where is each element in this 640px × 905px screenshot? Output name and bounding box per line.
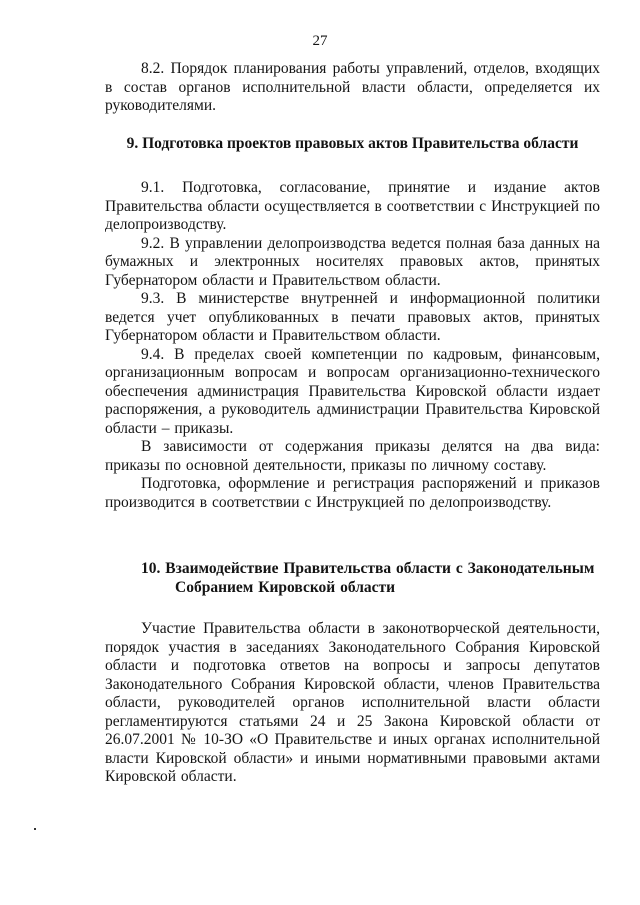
paragraph-9-4-orders: В зависимости от содержания приказы делятся на два вида: приказы по основной деятельности, приказы по личному составу.: [105, 438, 600, 474]
paragraph-9-2: 9.2. В управлении делопроизводства ведется полная база данных на бумажных и электронных носителях правовых актов, принятых Губернатором области и Правительством области.: [105, 234, 600, 289]
page-number: 27: [312, 33, 328, 49]
paragraph-9-1: 9.1. Подготовка, согласование, принятие и издание актов Правительства области осуществляется в соответствии с Инструкцией по делопроизводству.: [105, 179, 600, 233]
scan-speck: [34, 828, 36, 830]
intro-section: [105, 60, 600, 116]
section-10-body: [105, 620, 600, 787]
section-9-body: [105, 179, 600, 512]
section-10: [105, 560, 600, 597]
paragraph-10: Участие Правительства области в законотворческой деятельности, порядок участия в заседаниях Законодательного Собрания Кировской области и подготовка ответов на вопросы и запросы депутатов Законодательного Собрания Кировской области, членов Правительства области, руководителей органов исполнительной власти области регламентируются статьями 24 и 25 Закона Кировской области от 26.07.2001 № 10-ЗО «О Правительстве и иных органах исполнительной власти Кировской области» и иными нормативными правовыми актами Кировской области.: [105, 620, 600, 785]
section-9-heading: 9. Подготовка проектов правовых актов Правительства области: [126, 135, 579, 152]
section-10-heading: 10. Взаимодействие Правительства области с Законодательным Собранием Кировской области: [141, 560, 595, 596]
paragraph-9-3: 9.3. В министерстве внутренней и информационной политики ведется учет опубликованных в печати правовых актов, принятых Губернатором области и Правительством области.: [105, 290, 600, 344]
paragraph-9-4: 9.4. В пределах своей компетенции по кадровым, финансовым, организационным вопросам и вопросам организационно-технического обеспечения администрация Правительства Кировской области издает распоряжения, а руководитель администрации Правительства Кировской области – приказы.: [105, 345, 600, 437]
section-9: [105, 135, 600, 154]
paragraph-9-4-procedure: Подготовка, оформление и регистрация распоряжений и приказов производится в соответствии с Инструкцией по делопроизводству.: [105, 475, 600, 511]
paragraph-8-2: 8.2. Порядок планирования работы управлений, отделов, входящих в состав органов исполнительной власти области, определяется их руководителями.: [105, 60, 600, 114]
